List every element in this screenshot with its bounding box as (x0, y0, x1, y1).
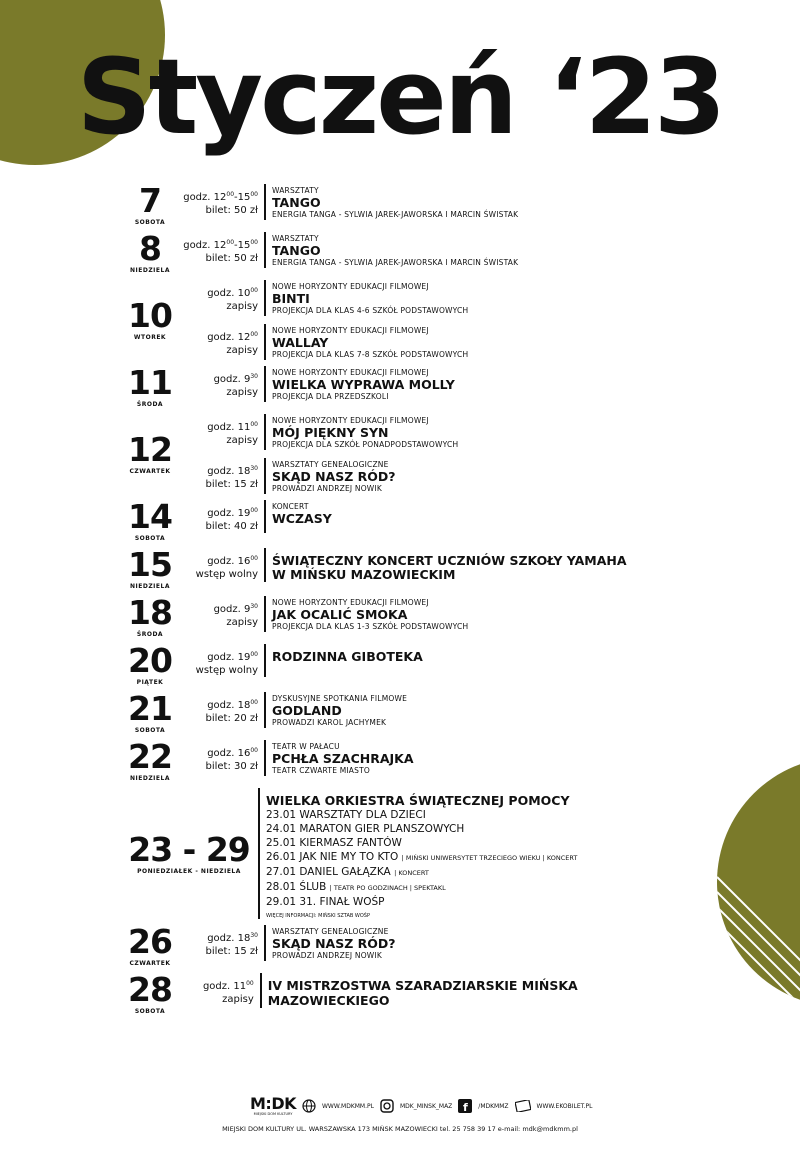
event-slots (180, 740, 680, 782)
event-info (266, 232, 518, 268)
event-slot (180, 973, 680, 1008)
time-column (180, 692, 266, 728)
event-slot (180, 925, 680, 961)
event-time (180, 236, 258, 252)
time-text: godz. 9 (213, 604, 251, 615)
event-price: bilet: 20 zł (205, 713, 258, 724)
time-column (180, 644, 266, 677)
event-slots (180, 596, 680, 638)
day-column (120, 922, 180, 967)
event-title: GODLAND (272, 703, 342, 718)
day-number: 28 (128, 970, 172, 1009)
weekday-label: ŚRODA (136, 631, 164, 638)
day-number: 15 (128, 545, 172, 584)
wosp-item (266, 822, 577, 836)
time-column (180, 925, 266, 961)
day-entry (120, 689, 680, 734)
day-number: 26 (128, 922, 172, 961)
day-entry (120, 181, 680, 226)
day-number: 20 (128, 641, 172, 680)
day-column (120, 363, 180, 408)
event-price: wstęp wolny (195, 569, 258, 580)
weekday-label: NIEDZIELA (130, 267, 170, 274)
wosp-title: WIELKA ORKIESTRA ŚWIĄTECZNEJ POMOCY (266, 793, 570, 808)
time-column (180, 596, 266, 632)
event-slots (180, 414, 680, 494)
event-slot (180, 324, 680, 360)
time-minutes: 30 (250, 373, 258, 380)
event-title: WALLAY (272, 335, 329, 350)
event-title: WIELKA WYPRAWA MOLLY (272, 377, 455, 392)
wosp-footnote: WIĘCEJ INFORMACJI: MIŃSKI SZTAB WOŚP (266, 913, 370, 919)
event-title: SKĄD NASZ RÓD? (272, 469, 396, 484)
time-minutes: 30 (250, 932, 258, 939)
wosp-note: | TEATR PO GODZINACH | SPEKTAKL (329, 884, 446, 892)
event-time (180, 328, 258, 344)
wosp-name: DANIEL GAŁĄZKA (299, 866, 391, 878)
weekday-label: ŚRODA (136, 401, 164, 408)
event-time (180, 696, 258, 712)
event-title: BINTI (272, 291, 310, 306)
event-subtitle: PROJEKCJA DLA SZKÓŁ PONADPODSTAWOWYCH (272, 440, 459, 449)
event-title-line2: W MIŃSKU MAZOWIECKIM (272, 567, 456, 582)
time-column (180, 740, 266, 776)
event-time (180, 929, 258, 945)
event-time (180, 418, 258, 434)
time-column (180, 548, 266, 582)
tickets-link[interactable]: WWW.EKOBILET.PL (536, 1102, 593, 1110)
event-category: DYSKUSYJNE SPOTKANIA FILMOWE (272, 694, 408, 703)
time-text: godz. 18 (207, 933, 251, 944)
day-column (120, 280, 180, 360)
event-title: PCHŁA SZACHRAJKA (272, 751, 414, 766)
time-text: godz. 19 (207, 508, 251, 519)
event-time (180, 977, 254, 993)
time-minutes: 00 (250, 699, 258, 706)
wosp-name: JAK NIE MY TO KTO (299, 851, 399, 863)
event-price: zapisy (222, 994, 254, 1005)
wosp-name: 31. FINAŁ WOŚP (299, 896, 385, 908)
schedule (120, 181, 680, 1015)
event-subtitle: ENERGIA TANGA - SYLWIA JAREK-JAWORSKA I MARCIN ŚWISTAK (272, 258, 519, 267)
event-info (266, 548, 627, 582)
time-text: godz. 12 (183, 192, 227, 203)
event-info (266, 184, 518, 220)
day-column (120, 181, 180, 226)
time-column (180, 500, 266, 533)
mdk-logo: M:DK MIEJSKI DOM KULTURY (250, 1094, 296, 1116)
wosp-date: 27.01 (266, 866, 297, 878)
event-title: SKĄD NASZ RÓD? (272, 936, 396, 951)
event-subtitle: PROWADZI ANDRZEJ NOWIK (272, 951, 382, 960)
event-slot (180, 548, 680, 582)
wosp-note: | MIŃSKI UNIWERSYTET TRZECIEGO WIEKU | KONCERT (401, 854, 578, 862)
time-column (180, 324, 266, 360)
event-category: NOWE HORYZONTY EDUKACJI FILMOWEJ (272, 368, 429, 377)
event-time (180, 504, 258, 520)
time-text: godz. 16 (207, 556, 251, 567)
event-slot (180, 280, 680, 316)
wosp-name: WARSZTATY DLA DZIECI (299, 809, 426, 821)
time-text: godz. 11 (202, 981, 247, 992)
time-minutes: 30 (250, 603, 258, 610)
wosp-name: MARATON GIER PLANSZOWYCH (299, 823, 465, 835)
event-title: IV MISTRZOSTWA SZARADZIARSKIE MIŃSKA MAZOWIECKIEGO (267, 978, 578, 1008)
day-column (120, 737, 180, 782)
day-number: 18 (128, 593, 172, 632)
facebook-icon (458, 1098, 472, 1114)
weekday-range: PONIEDZIAŁEK - NIEDZIELA (137, 867, 241, 875)
event-info (266, 458, 396, 494)
event-price: bilet: 15 zł (205, 946, 258, 957)
time-end-minutes: 00 (250, 239, 258, 246)
day-entry (120, 970, 680, 1015)
time-column (180, 458, 266, 494)
time-minutes: 00 (226, 239, 235, 246)
facebook-link[interactable]: /MDKMMZ (478, 1102, 509, 1110)
event-time (180, 744, 258, 760)
time-text: godz. 12 (207, 332, 251, 343)
day-entry (120, 414, 680, 494)
event-info (266, 644, 423, 677)
day-number: 12 (128, 430, 172, 469)
day-column (120, 788, 258, 919)
event-price: wstęp wolny (195, 665, 258, 676)
day-range: 23 - 29 (128, 829, 250, 869)
weekday-label: CZWARTEK (129, 468, 171, 475)
event-category: WARSZTATY GENEALOGICZNE (272, 460, 389, 469)
wosp-date: 23.01 (266, 809, 297, 821)
svg-text:f: f (463, 1101, 469, 1113)
weekday-label: PIĄTEK (136, 679, 164, 686)
event-category: NOWE HORYZONTY EDUKACJI FILMOWEJ (272, 282, 429, 291)
wosp-program (266, 808, 577, 909)
event-title: RODZINNA GIBOTEKA (272, 649, 423, 664)
event-title: TANGO (272, 243, 321, 258)
event-price: zapisy (226, 387, 258, 398)
day-column (120, 229, 180, 274)
wosp-date: 25.01 (266, 837, 297, 849)
wosp-date: 29.01 (266, 896, 297, 908)
wosp-date: 26.01 (266, 851, 297, 863)
day-column (120, 497, 180, 542)
weekday-label: SOBOTA (134, 535, 166, 542)
day-entry (120, 593, 680, 638)
day-entry (120, 641, 680, 686)
event-slot (180, 740, 680, 776)
time-minutes: 00 (250, 287, 258, 294)
time-end: -15 (234, 192, 251, 203)
event-subtitle: ENERGIA TANGA - SYLWIA JAREK-JAWORSKA I MARCIN ŚWISTAK (272, 210, 519, 219)
day-column (120, 641, 180, 686)
event-slot (180, 414, 680, 450)
event-subtitle: PROJEKCJA DLA PRZEDSZKOLI (272, 392, 389, 401)
weekday-label: SOBOTA (134, 727, 166, 734)
event-price: bilet: 40 zł (205, 521, 258, 532)
time-minutes: 00 (250, 507, 258, 514)
event-category: WARSZTATY GENEALOGICZNE (272, 927, 389, 936)
weekday-label: WTOREK (133, 334, 167, 341)
event-time (180, 284, 258, 300)
event-price: zapisy (226, 345, 258, 356)
event-info (266, 692, 407, 728)
event-subtitle: PROWADZI KAROL JACHYMEK (272, 718, 387, 727)
wosp-item (266, 836, 577, 850)
wosp-entry (120, 788, 680, 919)
event-time (180, 462, 258, 478)
event-info (266, 925, 396, 961)
day-number: 10 (128, 296, 172, 335)
event-slot (180, 232, 680, 268)
footer-links (250, 1094, 593, 1116)
day-number: 8 (139, 229, 161, 268)
time-minutes: 00 (226, 191, 235, 198)
event-category: WARSZTATY (272, 234, 319, 243)
event-slot (180, 500, 680, 533)
day-entry (120, 363, 680, 408)
event-price: bilet: 50 zł (205, 253, 258, 264)
wosp-item (266, 850, 577, 865)
event-title: WCZASY (272, 511, 332, 526)
event-info (266, 366, 455, 402)
time-text: godz. 11 (207, 422, 251, 433)
time-end-minutes: 00 (250, 191, 258, 198)
event-subtitle: PROWADZI ANDRZEJ NOWIK (272, 484, 382, 493)
time-text: godz. 9 (213, 374, 251, 385)
time-column (180, 414, 266, 450)
wosp-date: 28.01 (266, 881, 297, 893)
day-column (120, 689, 180, 734)
wosp-name: ŚLUB (299, 881, 327, 893)
event-slot (180, 596, 680, 632)
day-number: 11 (128, 363, 172, 402)
wosp-item (266, 880, 577, 895)
wosp-note: | KONCERT (394, 869, 429, 877)
event-info (266, 596, 468, 632)
event-slots (180, 925, 680, 967)
event-price: zapisy (226, 435, 258, 446)
event-slots (180, 232, 680, 274)
weekday-label: SOBOTA (134, 219, 166, 226)
website-link[interactable]: WWW.MDKMM.PL (322, 1102, 374, 1110)
event-price: bilet: 15 zł (205, 479, 258, 490)
instagram-icon (380, 1098, 394, 1114)
event-time (180, 188, 258, 204)
event-slot (180, 458, 680, 494)
ticket-icon (515, 1098, 531, 1114)
wosp-info (258, 788, 577, 919)
event-info (266, 500, 332, 533)
time-column (180, 366, 266, 402)
time-minutes: 00 (250, 747, 258, 754)
event-category: NOWE HORYZONTY EDUKACJI FILMOWEJ (272, 598, 429, 607)
day-entry (120, 737, 680, 782)
event-time (180, 552, 258, 568)
day-number: 14 (128, 497, 172, 536)
day-number: 21 (128, 689, 172, 728)
day-entry (120, 922, 680, 967)
event-price: bilet: 50 zł (205, 205, 258, 216)
event-slots (180, 973, 680, 1015)
event-slots (180, 692, 680, 734)
time-minutes: 00 (250, 555, 258, 562)
event-slot (180, 644, 680, 677)
decorative-circle-bottom-right (717, 757, 800, 1007)
time-text: godz. 19 (207, 652, 251, 663)
day-column (120, 593, 180, 638)
event-subtitle: PROJEKCJA DLA KLAS 1-3 SZKÓŁ PODSTAWOWYCH (272, 622, 469, 631)
event-slots (180, 500, 680, 542)
time-column (180, 280, 266, 316)
event-slots (180, 644, 680, 686)
wosp-item (266, 808, 577, 822)
day-entry (120, 280, 680, 360)
time-column (180, 232, 266, 268)
globe-icon (302, 1098, 316, 1114)
event-slots (180, 280, 680, 360)
weekday-label: NIEDZIELA (130, 775, 170, 782)
time-text: godz. 18 (207, 700, 251, 711)
wosp-date: 24.01 (266, 823, 297, 835)
time-minutes: 00 (250, 331, 258, 338)
time-minutes: 00 (250, 421, 258, 428)
wosp-item (266, 895, 577, 909)
day-column (120, 970, 180, 1015)
event-price: zapisy (226, 617, 258, 628)
day-column (120, 545, 180, 590)
event-time (180, 648, 258, 664)
event-category: KONCERT (272, 502, 309, 511)
time-text: godz. 16 (207, 748, 251, 759)
weekday-label: SOBOTA (134, 1008, 166, 1015)
day-entry (120, 497, 680, 542)
event-category: NOWE HORYZONTY EDUKACJI FILMOWEJ (272, 416, 429, 425)
event-slots (180, 184, 680, 226)
event-info (266, 324, 468, 360)
time-minutes: 00 (246, 980, 254, 987)
event-time (180, 600, 258, 616)
wosp-item (266, 865, 577, 880)
event-info (266, 280, 468, 316)
day-number: 22 (128, 737, 172, 776)
instagram-link[interactable]: MDK_MINSK_MAZ (399, 1102, 453, 1110)
time-column (180, 184, 266, 220)
event-title: ŚWIĄTECZNY KONCERT UCZNIÓW SZKOŁY YAMAHA (272, 553, 627, 568)
time-column (180, 973, 262, 1008)
event-category: WARSZTATY (272, 186, 319, 195)
event-category: NOWE HORYZONTY EDUKACJI FILMOWEJ (272, 326, 429, 335)
wosp-name: KIERMASZ FANTÓW (299, 837, 402, 849)
event-info (262, 973, 680, 1008)
time-minutes: 00 (250, 651, 258, 658)
event-category: TEATR W PAŁACU (272, 742, 340, 751)
day-entry (120, 229, 680, 274)
time-minutes: 30 (250, 465, 258, 472)
footer-address: MIEJSKI DOM KULTURY UL. WARSZAWSKA 173 MIŃSK MAZOWIECKI tel. 25 758 39 17 e-mail: mdk@mdkmm.pl (222, 1125, 578, 1133)
day-number: 7 (139, 181, 161, 220)
day-entry (120, 545, 680, 590)
event-title: MÓJ PIĘKNY SYN (272, 425, 389, 440)
event-title: TANGO (272, 195, 321, 210)
event-subtitle: PROJEKCJA DLA KLAS 7-8 SZKÓŁ PODSTAWOWYCH (272, 350, 469, 359)
weekday-label: CZWARTEK (129, 960, 171, 967)
event-subtitle: PROJEKCJA DLA KLAS 4-6 SZKÓŁ PODSTAWOWYCH (272, 306, 469, 315)
weekday-label: NIEDZIELA (130, 583, 170, 590)
time-text: godz. 18 (207, 466, 251, 477)
event-price: bilet: 30 zł (205, 761, 258, 772)
event-title: JAK OCALIĆ SMOKA (272, 607, 408, 622)
time-text: godz. 12 (183, 240, 227, 251)
event-slots (180, 548, 680, 590)
event-slot (180, 184, 680, 220)
event-slot (180, 366, 680, 402)
event-price: zapisy (226, 301, 258, 312)
event-info (266, 414, 458, 450)
day-column (120, 414, 180, 494)
stripes-pattern (717, 757, 800, 1007)
time-end: -15 (234, 240, 251, 251)
event-subtitle: TEATR CZWARTE MIASTO (272, 766, 370, 775)
event-slot (180, 692, 680, 728)
event-time (180, 370, 258, 386)
event-info (266, 740, 414, 776)
page-title: Styczeń ‘23 (76, 36, 724, 158)
time-text: godz. 10 (207, 288, 251, 299)
event-slots (180, 366, 680, 408)
